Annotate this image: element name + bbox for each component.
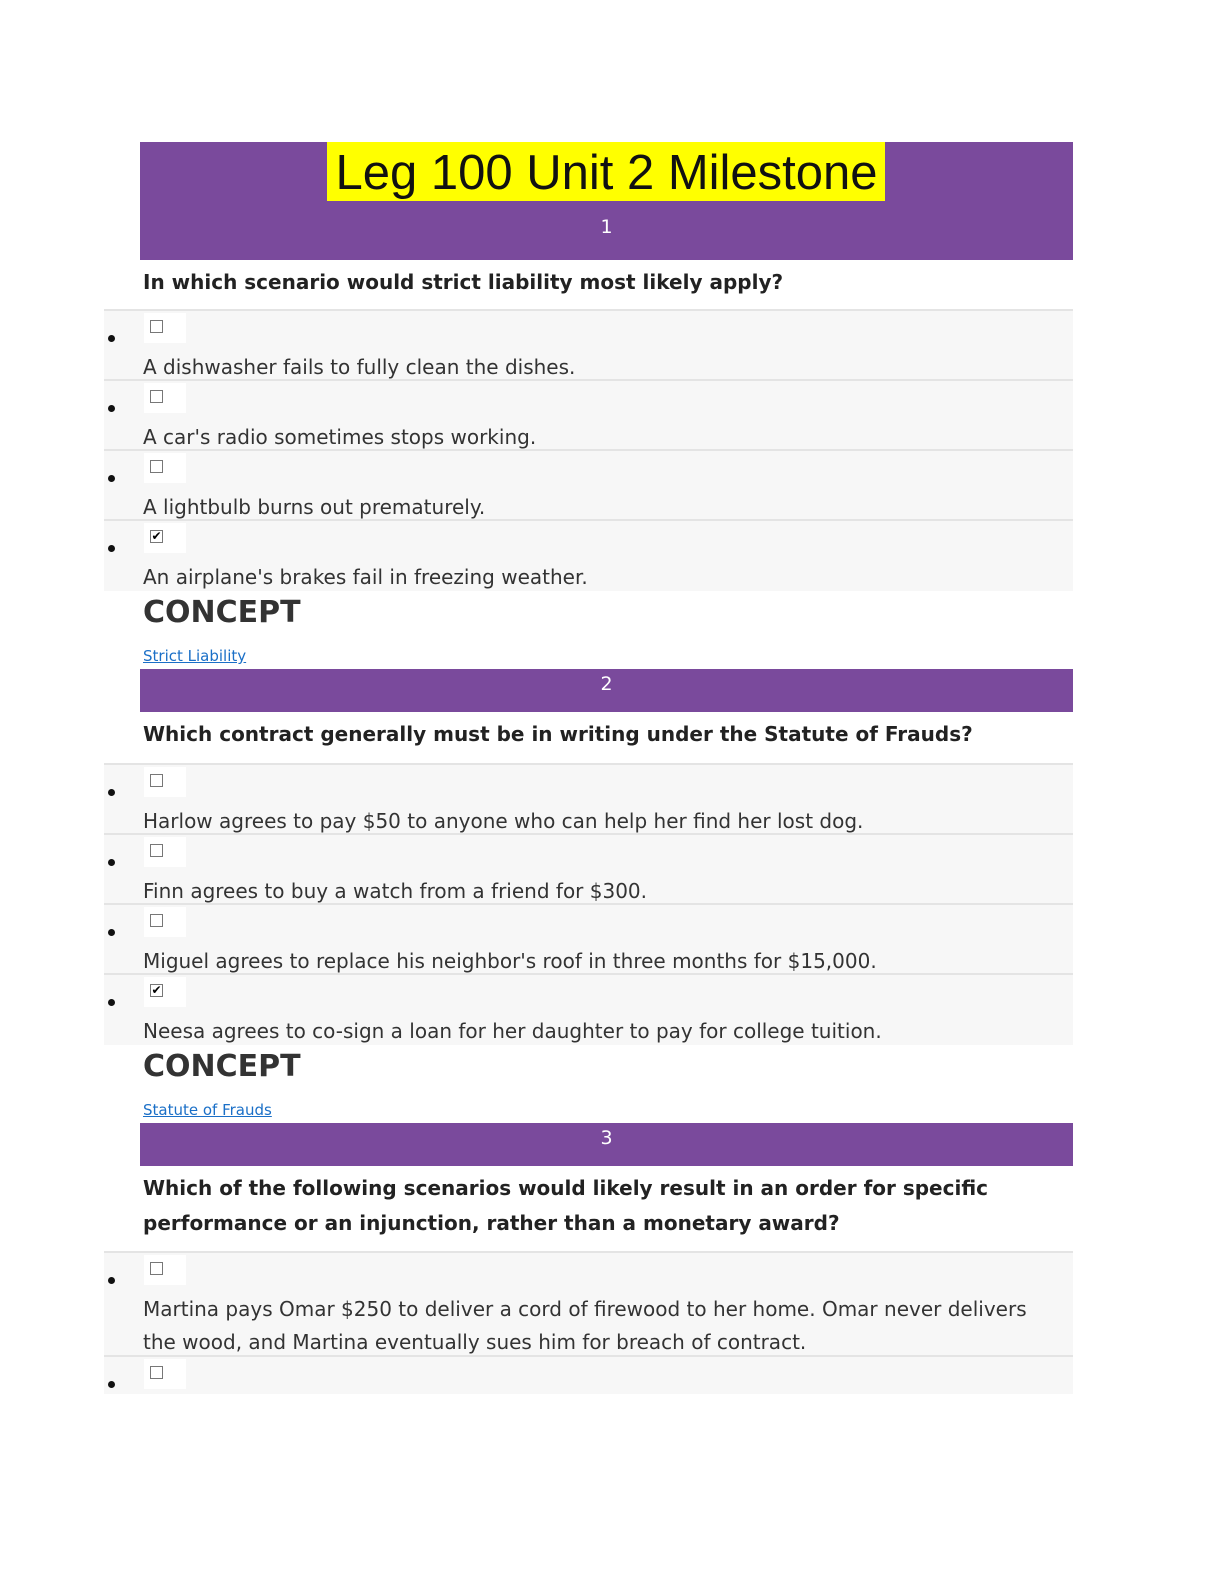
answer-option[interactable] [104,1357,1073,1394]
concept-link[interactable]: Strict Liability [143,647,247,665]
option-label: Neesa agrees to co-sign a loan for her daughter to pay for college tuition. [143,1019,882,1043]
question-number: 3 [600,1127,613,1149]
checkbox-checked[interactable]: ✔ [151,529,162,543]
question-number-bar [140,1123,1073,1166]
checkbox[interactable] [150,1262,163,1275]
page-title: Leg 100 Unit 2 Milestone [335,146,878,200]
answer-option[interactable] [104,451,1073,521]
concept-link[interactable]: Statute of Frauds [143,1101,272,1119]
checkbox-checked[interactable]: ✔ [151,983,162,997]
question-number-bar [140,669,1073,712]
answer-option[interactable] [104,905,1073,975]
bullet-icon [108,475,115,482]
question-text: In which scenario would strict liability most likely apply? [143,270,784,294]
checkbox[interactable] [150,844,163,857]
concept-section [140,1045,1073,1123]
option-label: A lightbulb burns out prematurely. [143,495,486,519]
bullet-icon [108,335,115,342]
concept-heading: CONCEPT [143,595,301,630]
answer-option[interactable] [104,381,1073,451]
option-label: Martina pays Omar $250 to deliver a cord of firewood to her home. Omar never delivers the wood, and Martina eventually sues him for breach of contract. [143,1297,1027,1354]
question-text: Which of the following scenarios would likely result in an order for specific performance or an injunction, rather than a monetary award? [143,1176,989,1235]
answer-option[interactable] [104,975,1073,1045]
bullet-icon [108,545,115,552]
checkbox[interactable] [150,774,163,787]
answer-option[interactable] [104,521,1073,591]
bullet-icon [108,1277,115,1284]
option-label: Miguel agrees to replace his neighbor's roof in three months for $15,000. [143,949,877,973]
option-label: A dishwasher fails to fully clean the dishes. [143,355,576,379]
question-text: Which contract generally must be in writing under the Statute of Frauds? [143,722,973,746]
bullet-icon [108,1381,115,1388]
checkbox[interactable] [150,460,163,473]
checkbox[interactable] [150,914,163,927]
concept-section [140,591,1073,669]
question-number: 1 [600,216,613,238]
answer-option[interactable] [104,765,1073,835]
bullet-icon [108,405,115,412]
answer-option[interactable] [104,835,1073,905]
option-label: A car's radio sometimes stops working. [143,425,537,449]
question-number: 2 [600,673,613,695]
option-label: Finn agrees to buy a watch from a friend for $300. [143,879,648,903]
answer-option[interactable] [104,311,1073,381]
answer-option[interactable] [104,1253,1073,1357]
bullet-icon [108,859,115,866]
bullet-icon [108,929,115,936]
option-label: An airplane's brakes fail in freezing weather. [143,565,588,589]
concept-heading: CONCEPT [143,1049,301,1084]
bullet-icon [108,999,115,1006]
checkbox[interactable] [150,390,163,403]
checkbox[interactable] [150,1366,163,1379]
document-page [140,142,1073,1394]
option-label: Harlow agrees to pay $50 to anyone who can help her find her lost dog. [143,809,864,833]
title-banner [140,142,1073,260]
checkbox[interactable] [150,320,163,333]
bullet-icon [108,789,115,796]
